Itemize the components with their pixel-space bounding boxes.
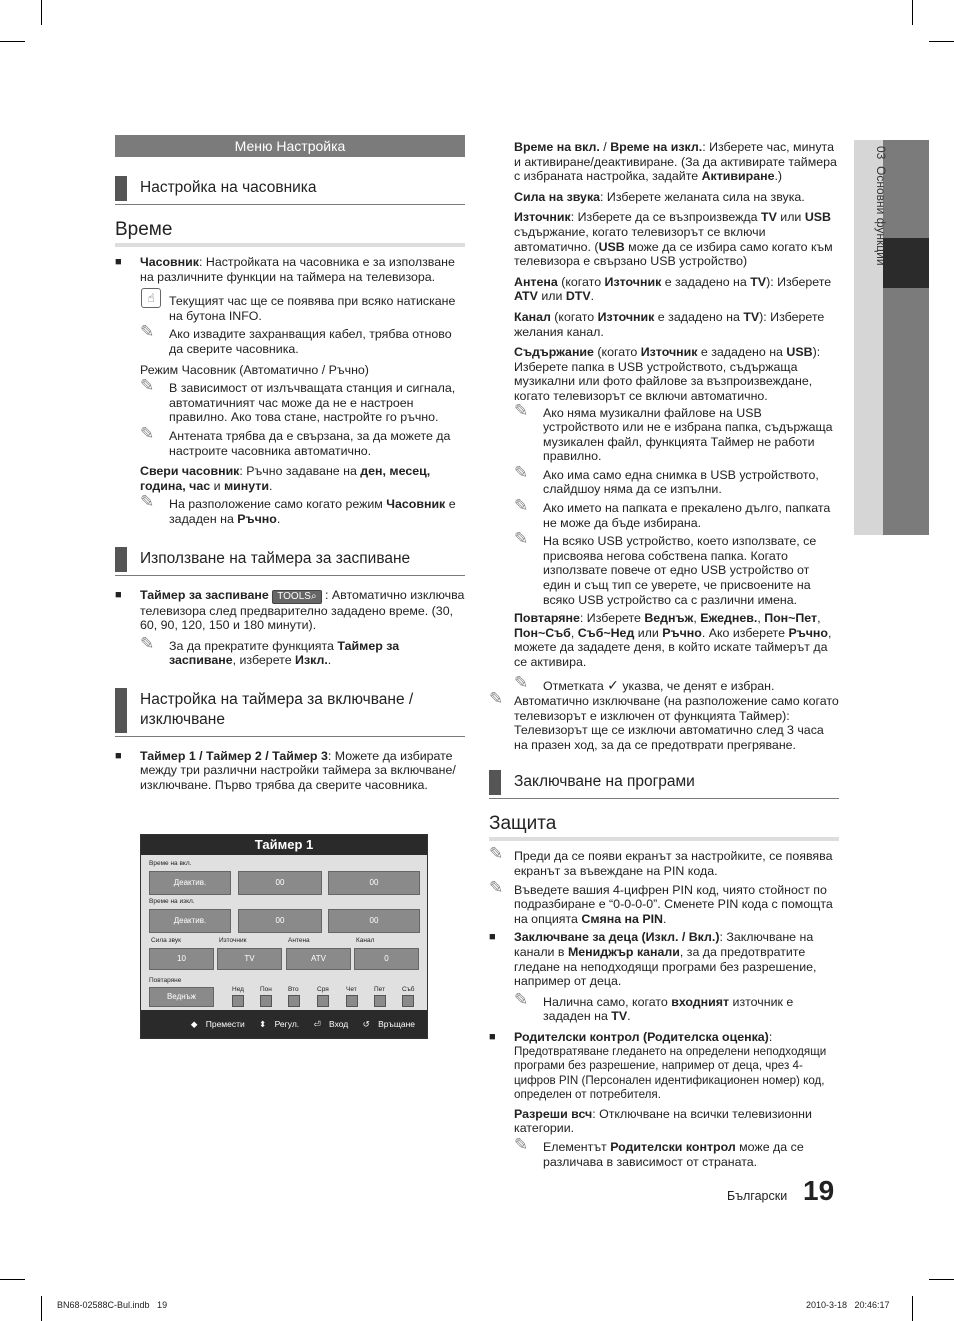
volume-param: Сила на звука: Изберете желаната сила на звука. [514,189,805,204]
pencil-icon: ✎ [514,989,529,1009]
pencil-icon: ✎ [514,529,529,549]
onoff-heading: Настройка на таймера за включване / изключване [115,688,465,737]
source-field[interactable]: TV [217,948,282,970]
pencil-icon: ✎ [514,462,529,482]
day-checkbox[interactable] [374,995,386,1007]
footer-file: BN68-02588C-Bul.indb 19 [57,1300,168,1310]
security-note-1: ✎ Преди да се появи екранът за настройките, се появява екранът за въвеждане на PIN кода. [489,844,833,878]
time-heading: Време [115,219,465,247]
antenna-param: Антена (когато Източник е зададено на TV): Изберете ATV или DTV. [514,274,832,304]
day-checkbox[interactable] [346,995,358,1007]
footer-date: 2010-3-18 20:46:17 [806,1300,890,1310]
side-tab-dark [883,140,929,535]
left-right-icon: ◆ [190,1019,198,1029]
parental-text: Предотвратяване гледането на определени неподходящи програми без разрешение, например от деца, чрез 4-цифров PIN (Персонален идентификационен номер) код, определен от потребителя. [514,1044,827,1102]
on-off-time-param: Време на вкл. / Време на изкл.: Изберете час, минута и активиране/деактивиране. (За да активирате таймера с избраната настройка, задайте Активиране.) [514,140,837,184]
pencil-icon: ✎ [514,496,529,516]
enter-icon: ⏎ [313,1019,321,1029]
security-heading: Защита [489,813,839,841]
checkmark-note: ✎ Отметката ✓ указва, че денят е избран. [514,672,775,693]
adjust-hint: ⬍ Регул. [259,1019,300,1029]
off-time-label: Време на изкл. [149,898,195,905]
child-lock-note: ✎ Налична само, когато входният източник е зададен на TV. [514,989,794,1024]
day-checkbox[interactable] [402,995,414,1007]
volume-field[interactable]: 10 [149,948,214,970]
pencil-icon: ✎ [140,376,155,396]
antenna-field[interactable]: ATV [286,948,351,970]
sleep-note: ✎ За да прекратите функцията Таймер за заспиване, изберете Изкл.. [140,633,400,668]
return-icon: ↺ [362,1019,370,1029]
on-hour-field[interactable]: 00 [238,871,322,895]
off-hour-field[interactable]: 00 [238,909,322,933]
timer-bullet: ■ Таймер 1 / Таймер 2 / Таймер 3: Можете да избирате между три различни настройки таймера за включване/изключване. Първо трябва да сверите часовника. [115,749,465,793]
on-time-label: Време на вкл. [149,860,192,867]
clock-heading: Настройка на часовника [115,176,465,205]
up-down-icon: ⬍ [259,1019,267,1029]
crop-mark [912,0,913,25]
crop-mark [929,41,954,42]
menu-title: Меню Настройка [115,135,465,157]
pencil-icon: ✎ [140,633,155,653]
power-note: ✎ Ако извадите захранващия кабел, трябва отново да сверите часовника. [140,322,452,356]
tools-badge: TOOLS⌕ [272,590,321,604]
move-hint: ◆ Премести [190,1019,245,1029]
on-minute-field[interactable]: 00 [328,871,420,895]
hand-icon: ☝ [141,288,161,308]
screen-title: Таймер 1 [141,835,427,855]
crop-mark [912,1296,913,1321]
screen-footer [141,1010,427,1038]
repeat-param: Повтаряне: Изберете Веднъж, Ежеднев., Пон~Пет, Пон~Съб, Съб~Нед или Ръчно. Ако изберете Ръчно, можете да зададете деня, в който искате таймерът да се активира. [514,611,832,669]
channel-param: Канал (когато Източник е зададено на TV): Изберете желания канал. [514,309,825,339]
pencil-icon: ✎ [514,400,529,420]
pencil-icon: ✎ [514,1135,529,1155]
parental-note: ✎ Елементът Родителски контрол може да се различава в зависимост от страната. [514,1135,804,1169]
set-clock-note: ✎ На разположение само когато режим Часовник е зададен на Ръчно. [140,492,456,526]
clock-bullet: ■ Часовник: Настройката на часовника е за използване на различните функции на таймера на телевизора. [115,255,465,284]
source-label: Източник [219,937,247,944]
page-language: Български [727,1189,788,1203]
pencil-icon: ✎ [140,492,155,512]
off-activation-field[interactable]: Деактив. [149,909,231,933]
security-note-2: ✎ Въведете вашия 4-цифрен PIN код, чиято стойност по подразбиране е “0-0-0-0”. Сменете PIN кода с помощта на опцията Смяна на PIN. [489,877,833,926]
day-checkbox[interactable] [260,995,272,1007]
repeat-label: Повтаряне [149,977,182,984]
lock-heading: Заключване на програми [489,770,839,799]
crop-mark [0,1279,25,1280]
sleep-bullet: ■ Таймер за заспиване TOOLS⌕ : Автоматично изключва телевизора след предварително зададено време. (30, 60, 90, 120, 150 и 180 минути). [115,588,465,633]
page-number: 19 [803,1175,835,1206]
usb-note-2: ✎ Ако има само една снимка в USB устройството, слайдшоу няма да се изпълни. [514,462,819,497]
channel-field[interactable]: 0 [354,948,419,970]
pencil-icon: ✎ [140,423,155,443]
crop-mark [0,41,25,42]
auto-off-note: ✎ Автоматично изключване (на разположение само когато телевизорът е изключен от функцията Таймер): Телевизорът ще се изключи автоматично след 3 часа на празен ход, за да се предотврати прегряване. [489,689,839,752]
info-note: ☝ Текущият час ще се появява при всяко натискане на бутона INFO. [115,290,465,323]
usb-note-3: ✎ Ако името на папката е прекалено дълго, папката не може да бъде избирана. [514,496,831,530]
day-label: Пон [260,986,272,993]
parental-bullet: ■ Родителски контрол (Родителска оценка): [489,1030,839,1045]
pencil-icon: ✎ [489,877,504,897]
pencil-icon: ✎ [489,844,504,864]
right-column-lower [489,689,839,1173]
crop-mark [41,0,42,25]
day-label: Вто [288,986,299,993]
day-checkbox[interactable] [317,995,329,1007]
day-label: Съб [402,986,415,993]
side-tab-label: 03 Основни функции [874,146,888,266]
pencil-icon: ✎ [489,689,504,708]
right-column [514,140,839,697]
source-param: Източник: Изберете да се възпроизвежда TV или USB съдържание, когато телевизорът се включи автоматично. (USB може да се избира само когато към телевизора е свързано USB устройство) [514,210,833,269]
pencil-icon: ✎ [140,322,155,342]
mode-note-1: ✎ В зависимост от излъчващата станция и сигнала, автоматичният час може да не е настроен правилно. Ако това стане, настройте го ръчно. [140,376,456,425]
checkmark-icon: ✓ [607,676,619,693]
day-label: Нед [232,986,244,993]
side-tab-marker [883,238,929,288]
content-param: Съдържание (когато Източник е зададено на USB): Изберете папка в USB устройството, съдържаща музикални или фото файлове за възпроизвеждане, когато телевизорът се включи автоматично. [514,345,821,403]
day-label: Пет [374,986,386,993]
pencil-icon: ✎ [514,672,529,692]
allow-all: Разреши всч: Отключване на всички телевизионни категории. [514,1106,812,1136]
day-checkbox[interactable] [232,995,244,1007]
antenna-label: Антена [288,937,310,944]
day-label: Сря [317,986,329,993]
channel-label: Канал [356,937,375,944]
usb-note-4: ✎ На всяко USB устройство, което използвате, се присвоява негова собствена папка. Когато използвате повече от едно USB устройство от един и същ тип се уверете, че присвоените на всяко USB устройство са с различни имена. [514,529,817,607]
day-label: Чет [346,986,357,993]
crop-mark [41,1296,42,1321]
enter-hint: ⏎ Вход [313,1019,349,1029]
on-activation-field[interactable]: Деактив. [149,871,231,895]
return-hint: ↺ Връщане [362,1019,415,1029]
left-column [115,135,465,799]
crop-mark [929,1279,954,1280]
clock-mode: Режим Часовник (Автоматично / Ръчно) [140,362,369,377]
usb-note-1: ✎ Ако няма музикални файлове на USB устройството или не е избрана папка, съдържаща музикален файл, функцията Таймер не работи правилно. [514,400,833,464]
off-minute-field[interactable]: 00 [328,909,420,933]
mode-note-2: ✎ Антената трябва да е свързана, за да можете да настроите часовника автоматично. [140,423,451,458]
repeat-field[interactable]: Веднъж [149,987,214,1007]
day-checkbox[interactable] [288,995,300,1007]
set-clock: Свери часовник: Ръчно задаване на ден, месец, година, час и минути. [140,464,431,493]
volume-label: Сила звук [151,937,181,944]
sleep-heading: Използване на таймера за заспиване [115,547,465,576]
timer-screen [140,834,428,1039]
child-lock-bullet: ■ Заключване за деца (Изкл. / Вкл.): Заключване на канали в Мениджър канали, за да предотвратите гледане на неподходящи програми без разрешение, например от деца. [489,930,839,988]
